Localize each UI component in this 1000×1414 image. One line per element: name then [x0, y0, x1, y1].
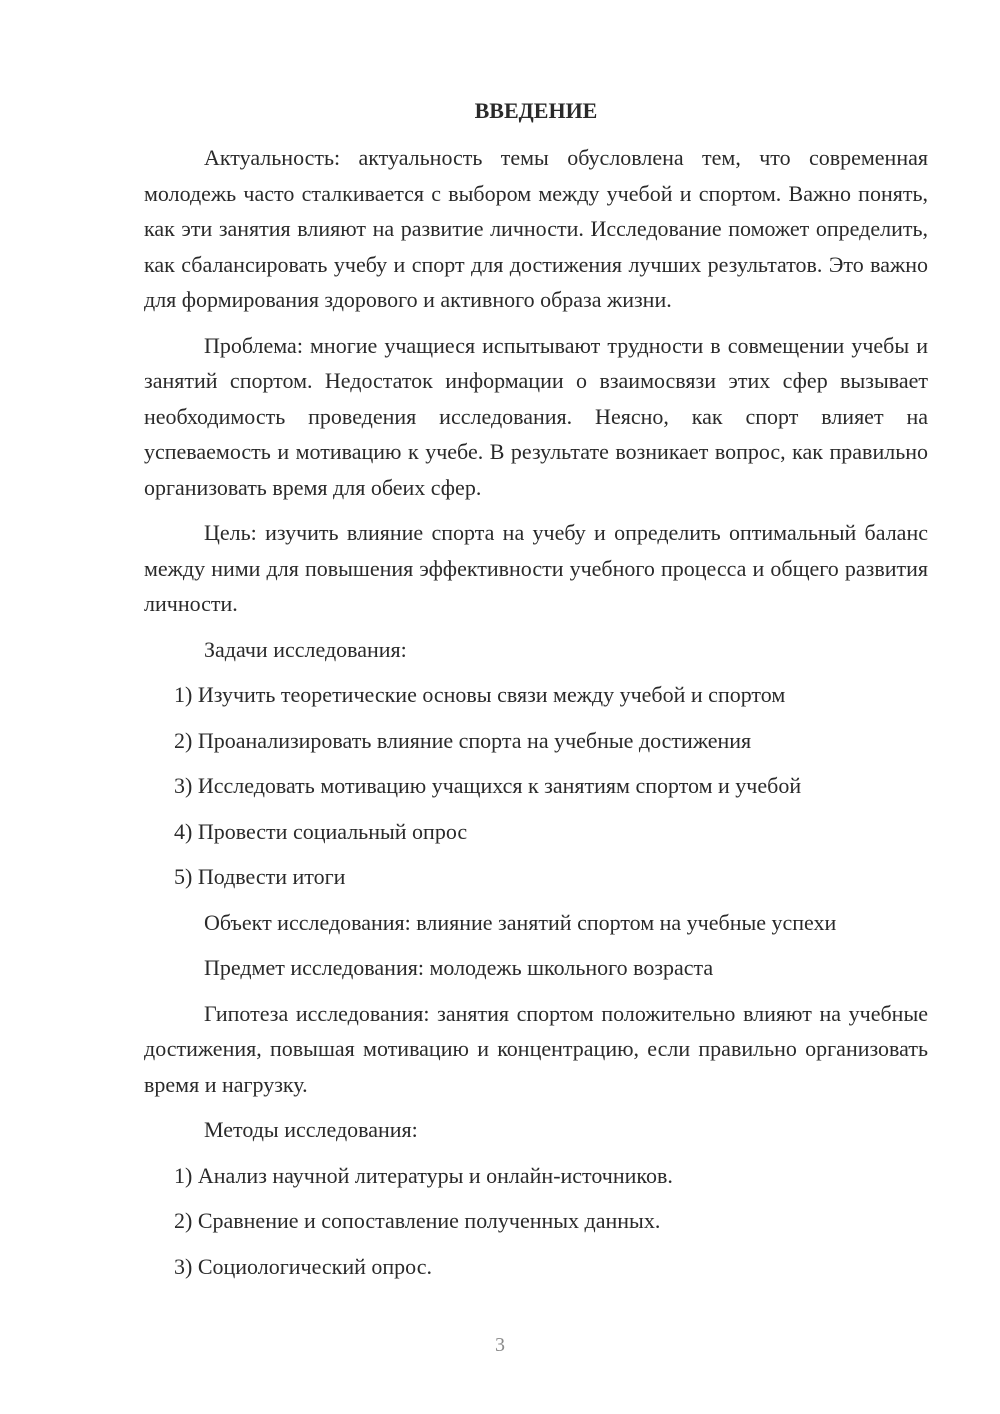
method-item: 3) Социологический опрос. [174, 1253, 432, 1279]
page-content [144, 96, 928, 1294]
page-number: 3 [495, 1334, 505, 1356]
method-item: 1) Анализ научной литературы и онлайн-источников. [174, 1162, 673, 1188]
goal-paragraph: Цель: изучить влияние спорта на учебу и определить оптимальный баланс между ними для повышения эффективности учебного процесса и общего развития личности. [144, 520, 928, 616]
tasks-heading: Задачи исследования: [204, 636, 407, 662]
task-item: 1) Изучить теоретические основы связи между учебой и спортом [174, 682, 786, 707]
hypothesis-paragraph: Гипотеза исследования: занятия спортом положительно влияют на учебные достижения, повышая мотивацию и концентрацию, если правильно организовать время и нагрузку. [144, 1000, 928, 1097]
task-item: 3) Исследовать мотивацию учащихся к занятиям спортом и учебой [174, 773, 802, 798]
methods-heading: Методы исследования: [204, 1117, 418, 1142]
task-item: 5) Подвести итоги [174, 864, 346, 889]
task-item: 2) Проанализировать влияние спорта на учебные достижения [174, 727, 752, 753]
relevance-paragraph: Актуальность: актуальность темы обусловлена тем, что современная молодежь часто сталкивается с выбором между учебой и спортом. Важно понять, как эти занятия влияют на развитие личности. Исследование поможет определить, как сбалансировать учебу и спорт для достижения лучших результатов. Это важно для формирования здорового и активного образа жизни. [144, 145, 928, 312]
problem-paragraph: Проблема: многие учащиеся испытывают трудности в совмещении учебы и занятий спортом. Недостаток информации о взаимосвязи этих сфер вызывает необходимость проведения исследования. Неясно, как спорт влияет на успеваемость и мотивацию к учебе. В результате возникает вопрос, как правильно организовать время для обеих сфер. [144, 332, 928, 500]
section-title: ВВЕДЕНИЕ [474, 98, 598, 123]
task-item: 4) Провести социальный опрос [174, 818, 468, 844]
method-item: 2) Сравнение и сопоставление полученных данных. [174, 1208, 661, 1233]
tasks-list [144, 677, 928, 895]
subject-line: Предмет исследования: молодежь школьного возраста [204, 955, 714, 980]
methods-list [144, 1158, 928, 1285]
object-line: Объект исследования: влияние занятий спортом на учебные успехи [204, 909, 837, 935]
